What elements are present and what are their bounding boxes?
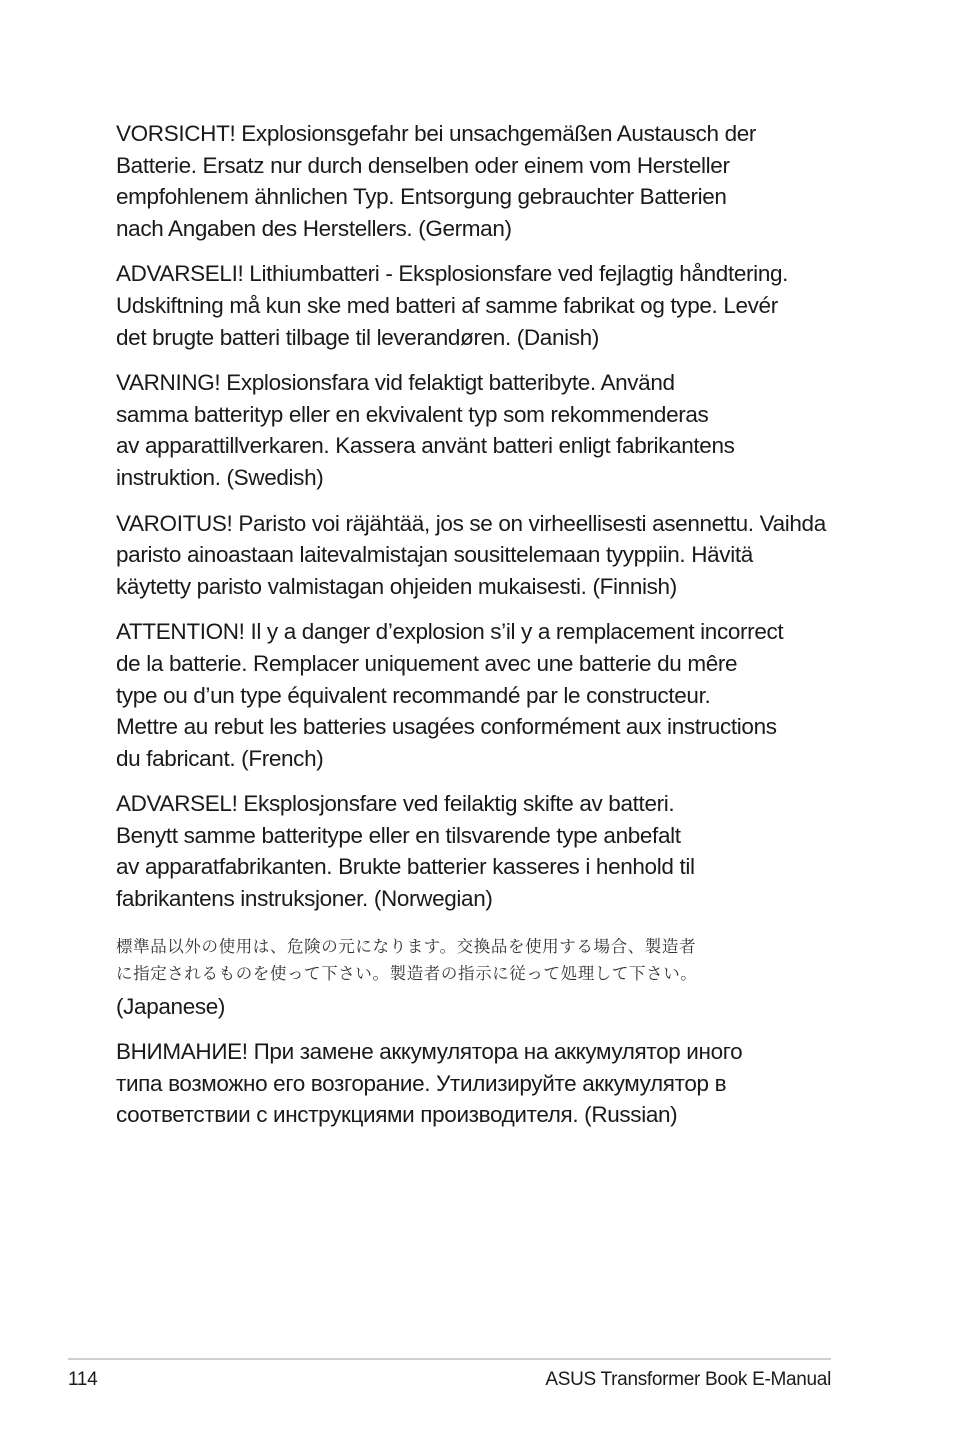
footer-divider [68,1358,831,1360]
warning-finnish: VAROITUS! Paristo voi räjähtää, jos se on virheellisesti asennettu. Vaihda paristo ainoastaan laitevalmistajan sousittelemaan tyyppiin. Hävitä käytetty paristo valmistagan ohjeiden mukaisesti. (Finnish) [116,510,826,599]
warning-german: VORSICHT! Explosionsgefahr bei unsachgemäßen Austausch der Batterie. Ersatz nur durch denselben oder einem vom Hersteller empfohlenem ähnlichen Typ. Entsorgung gebrauchter Batterien nach Angaben des Herstellers. (German) [116,121,757,241]
warning-japanese-text-image: 標準品以外の使用は、危険の元になります。交換品を使用する場合、製造者 に指定されるものを使って下さい。製造者の指示に従って処理して下さい。 [116,936,698,983]
warning-japanese-label: (Japanese) [116,993,226,1019]
warning-russian: ВНИМАНИЕ! При замене аккумулятора на аккумулятор иного типа возможно его возгорание. Утилизируйте аккумулятор в соответствии с инструкциями производителя. (Russian) [116,1039,743,1128]
page-number: 114 [68,1369,98,1390]
page-content [116,118,841,1145]
warning-french: ATTENTION! Il y a danger d’explosion s’il y a remplacement incorrect de la batterie. Remplacer uniquement avec une batterie du mêre type ou d’un type équivalent recommandé par le constructeur. Mettre au rebut les batteries usagées conformément aux instructions du fabricant. (French) [116,619,784,771]
warning-danish: ADVARSELI! Lithiumbatteri - Eksplosionsfare ved fejlagtig håndtering. Udskiftning må kun ske med batteri af samme fabrikat og type. Levér det brugte batteri tilbage til leverandøren. (Danish) [116,261,789,350]
manual-title: ASUS Transformer Book E-Manual [545,1369,831,1390]
warning-swedish: VARNING! Explosionsfara vid felaktigt batteribyte. Använd samma batterityp eller en ekvivalent typ som rekommenderas av apparattillverkaren. Kassera använt batteri enligt fabrikantens instruktion. (Swedish) [116,370,735,490]
warning-norwegian: ADVARSEL! Eksplosjonsfare ved feilaktig skifte av batteri. Benytt samme batteritype eller en tilsvarende type anbefalt av apparatfabrikanten. Brukte batterier kasseres i henhold til fabrikantens instruksjoner. (Norwegian) [116,791,695,912]
